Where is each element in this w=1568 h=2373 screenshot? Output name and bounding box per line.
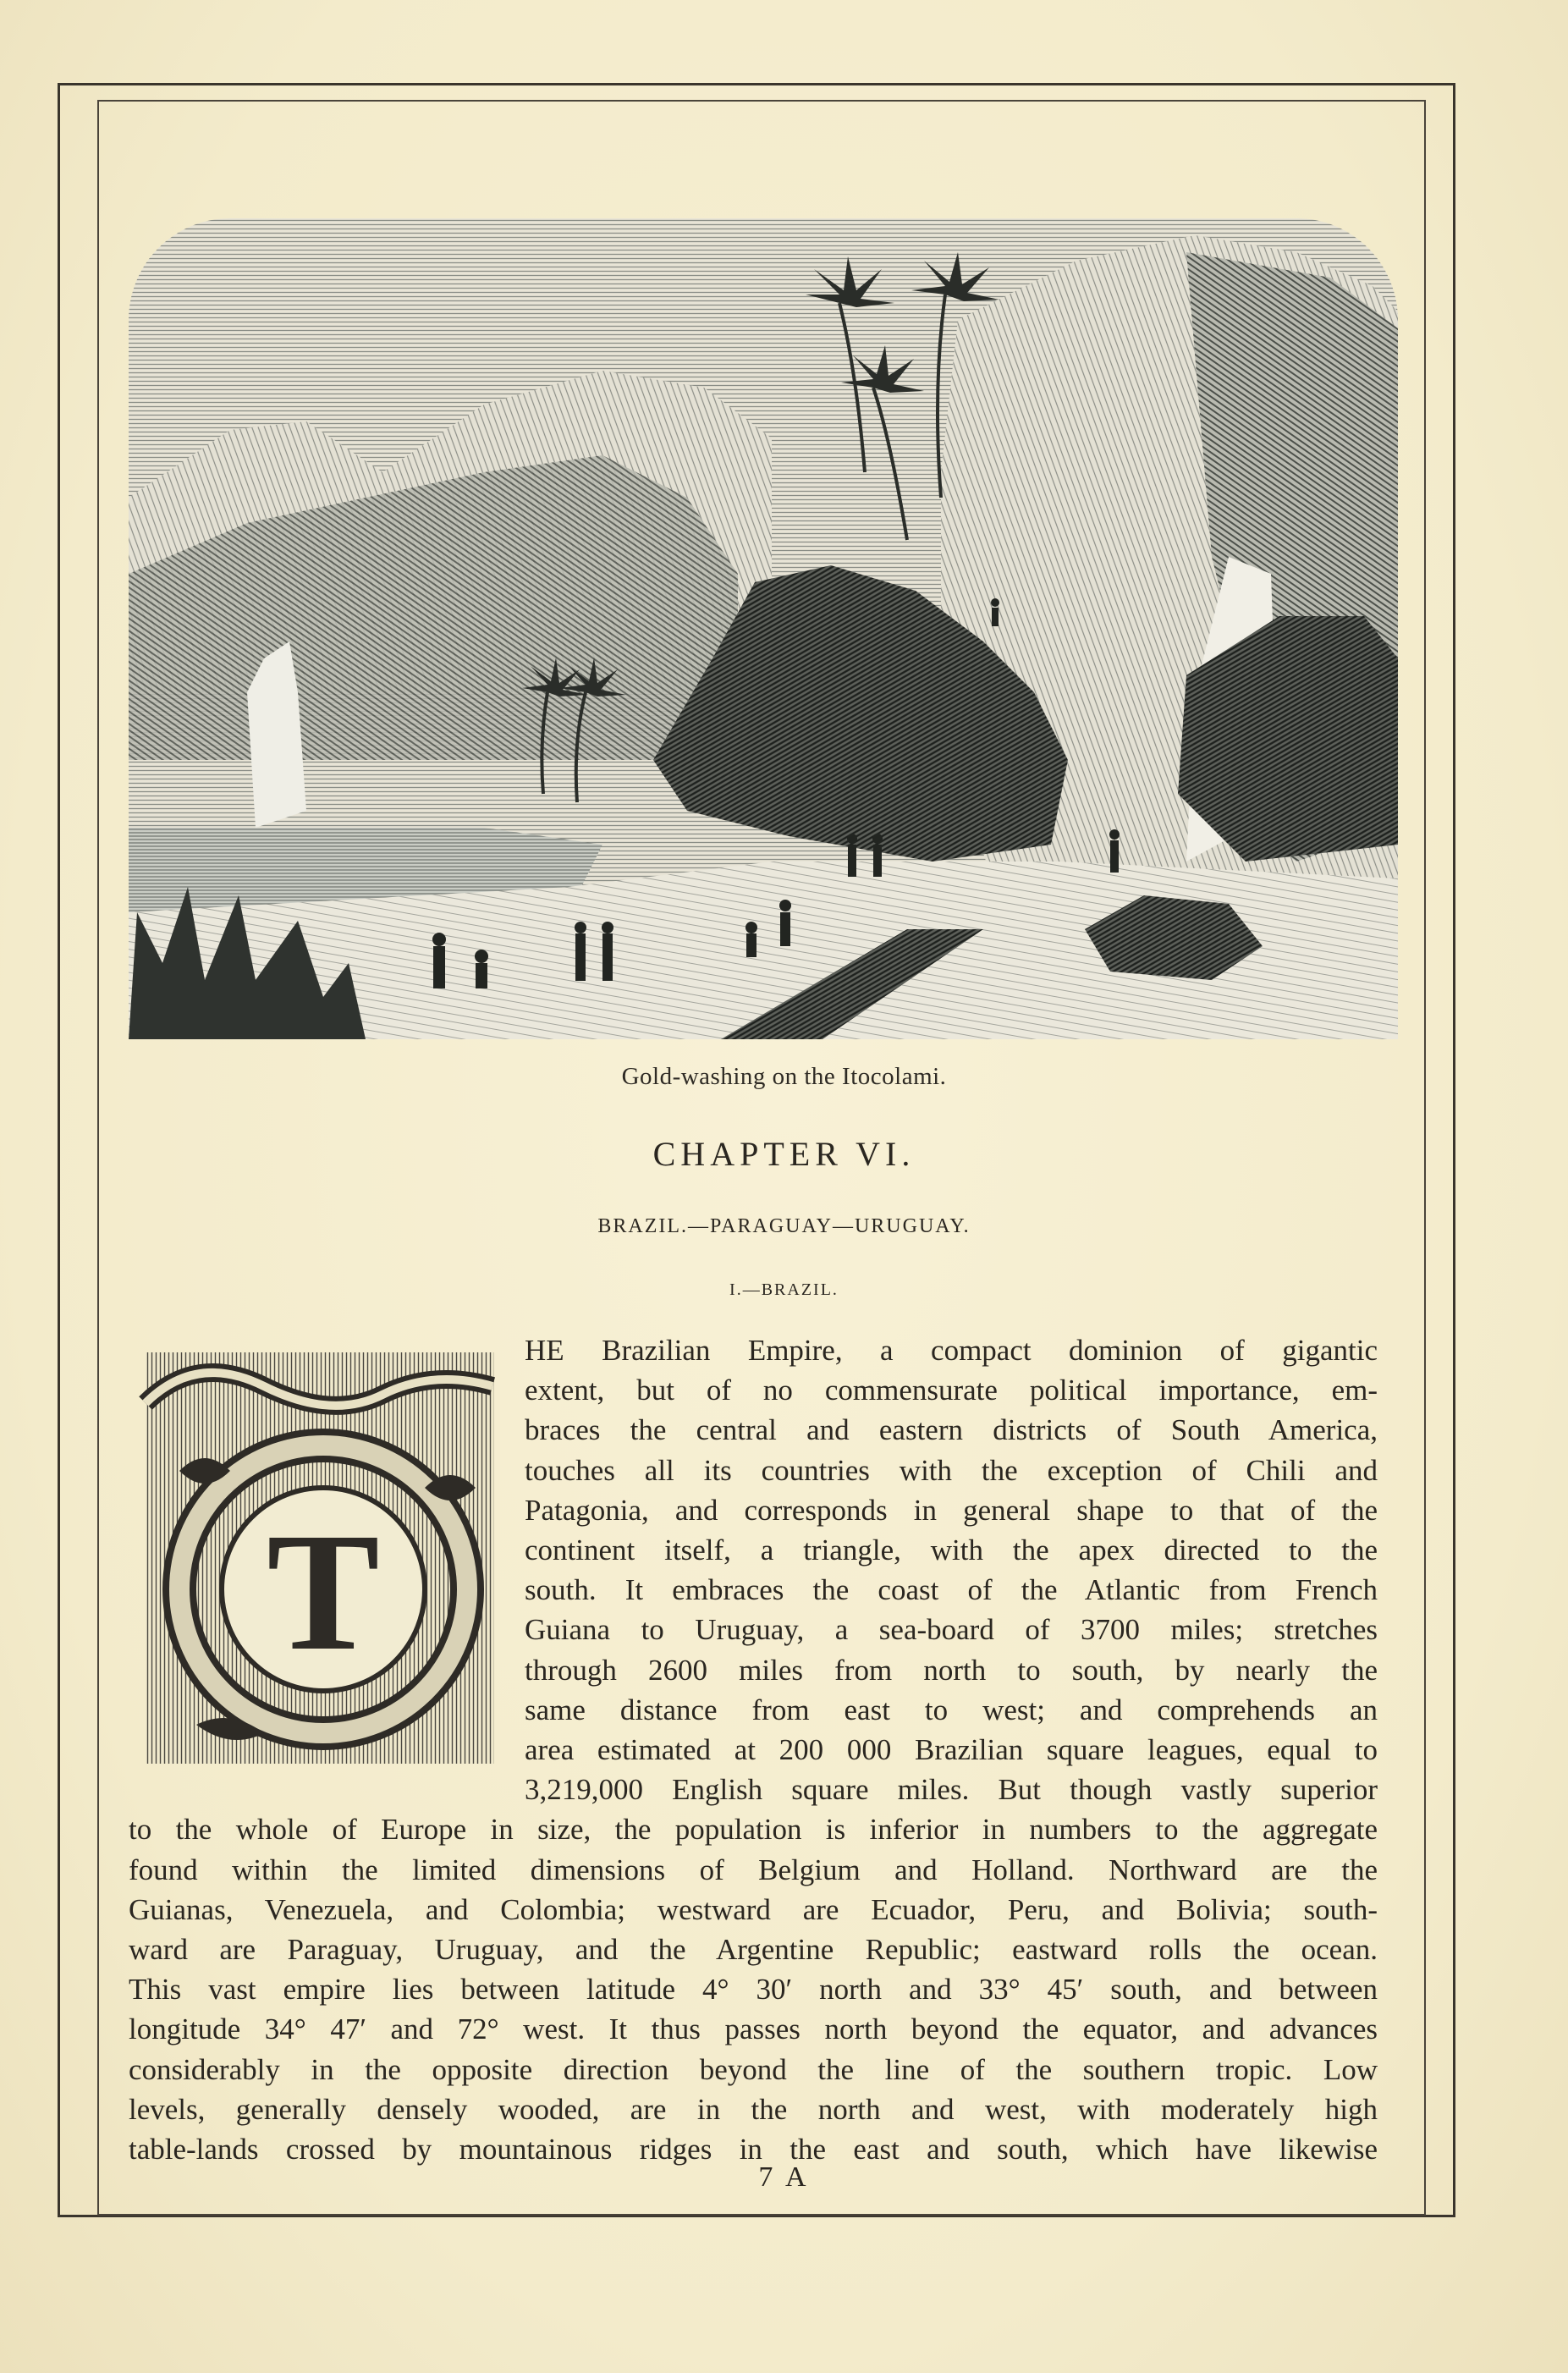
body-line: 3,219,000 English square miles. But though vastly superior [525, 1773, 1378, 1807]
body-line: extent, but of no commensurate political importance, em- [525, 1374, 1378, 1407]
body-line: Guianas, Venezuela, and Colombia; westward are Ecuador, Peru, and Bolivia; south- [129, 1892, 1378, 1926]
drop-cap-letter: T [267, 1499, 380, 1686]
illustration-caption: Gold-washing on the Itocolami. [621, 1063, 947, 1090]
body-line: levels, generally densely wooded, are in the north and west, with moderately high [129, 2092, 1378, 2126]
engraving-illustration [129, 218, 1398, 1039]
body-line: considerably in the opposite direction beyond the line of the southern tropic. Low [129, 2052, 1378, 2086]
chapter-subtitle: BRAZIL.—PARAGUAY—URUGUAY. [597, 1215, 971, 1237]
body-line: to the whole of Europe in size, the population is inferior in numbers to the aggregate [129, 1813, 1378, 1847]
body-line: found within the limited dimensions of Belgium and Holland. Northward are the [129, 1853, 1378, 1886]
body-line: ward are Paraguay, Uruguay, and the Argentine Republic; eastward rolls the ocean. [129, 1933, 1378, 1966]
body-line: This vast empire lies between latitude 4° 30′ north and 33° 45′ south, and between [129, 1973, 1378, 2007]
body-line: Guiana to Uruguay, a sea-board of 3700 miles; stretches [525, 1613, 1378, 1647]
section-heading: I.—BRAZIL. [729, 1280, 839, 1299]
chapter-title: CHAPTER VI. [652, 1135, 916, 1173]
body-line: braces the central and eastern districts of South America, [525, 1413, 1378, 1447]
body-line: table-lands crossed by mountainous ridges in the east and south, which have likewise [129, 2133, 1378, 2166]
body-line: south. It embraces the coast of the Atlantic from French [525, 1573, 1378, 1607]
ornamental-drop-cap [129, 1335, 511, 1781]
body-line: continent itself, a triangle, with the apex directed to the [525, 1533, 1378, 1566]
body-line: area estimated at 200 000 Brazilian square leagues, equal to [525, 1733, 1378, 1766]
bottom-rule [58, 2216, 1455, 2217]
body-line: same distance from east to west; and comprehends an [525, 1693, 1378, 1726]
body-line: longitude 34° 47′ and 72° west. It thus passes north beyond the equator, and advances [129, 2012, 1378, 2046]
body-line: through 2600 miles from north to south, by nearly the [525, 1653, 1378, 1687]
body-line: Patagonia, and corresponds in general shape to that of the [525, 1493, 1378, 1527]
body-line: HE Brazilian Empire, a compact dominion of gigantic [525, 1334, 1378, 1367]
page-number: 7 A [758, 2161, 810, 2193]
body-line: touches all its countries with the exception of Chili and [525, 1453, 1378, 1487]
